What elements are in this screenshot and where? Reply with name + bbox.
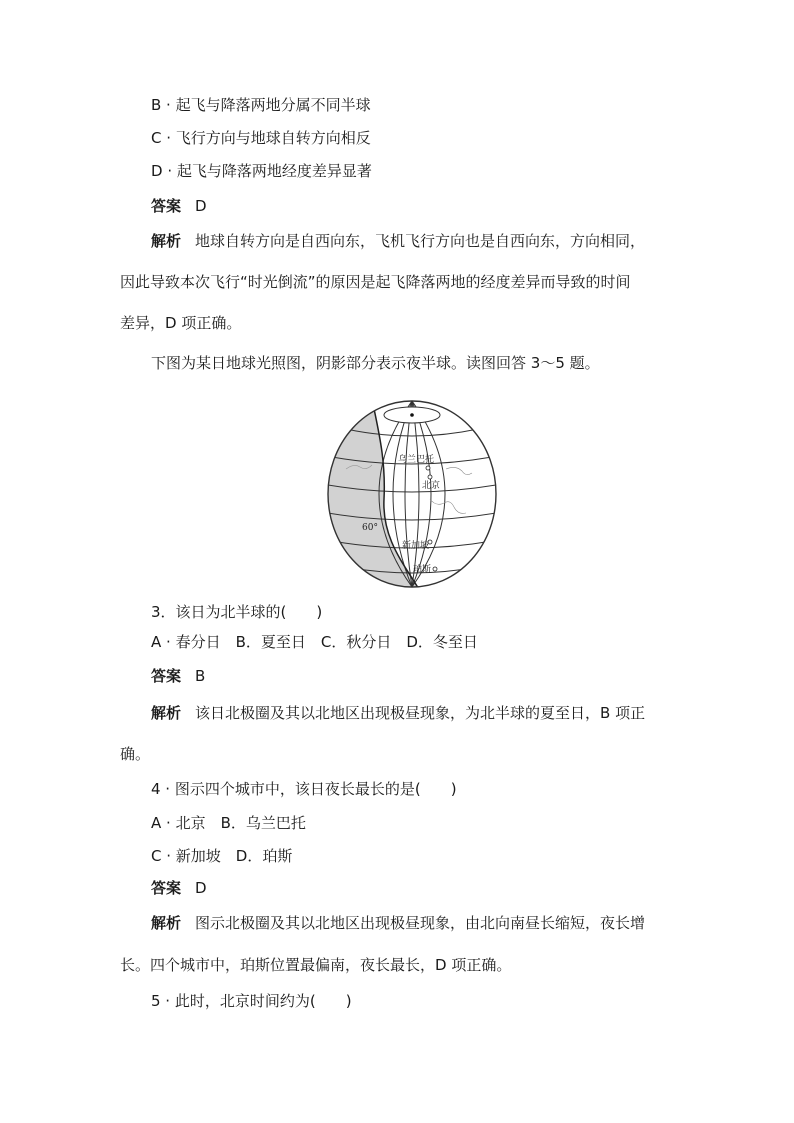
analysis-text: 该日北极圈及其以北地区出现极昼现象，为北半球的夏至日，B 项正: [195, 704, 646, 722]
analysis-text-3: 差异，D 项正确。: [120, 314, 242, 332]
analysis-text: 图示北极圈及其以北地区出现极昼现象，由北向南昼长缩短，夜长增: [195, 914, 646, 932]
q4-analysis-text-2: 长。四个城市中，珀斯位置最偏南，夜长最长，D 项正确。: [120, 956, 512, 974]
option-c: C · 飞行方向与地球自转方向相反: [151, 129, 371, 147]
illumination-globe-figure: [326, 399, 498, 589]
q4-options-cd: C · 新加坡 D．珀斯: [151, 847, 293, 865]
analysis-text-2: 因此导致本次飞行“时光倒流”的原因是起飞降落两地的经度差异而导致的时间: [120, 273, 631, 291]
analysis-label: 解析: [151, 914, 182, 932]
city-label-singapore: 新加坡: [402, 541, 430, 551]
q3-analysis-text-2: 确。: [120, 745, 151, 763]
answer-label: 答案: [151, 667, 182, 685]
north-pole-dot: [410, 413, 414, 417]
answer-value: B: [195, 667, 206, 685]
analysis-text: 地球自转方向是自西向东，飞机飞行方向也是自西向东，方向相同，: [195, 232, 646, 250]
q4-analysis-row: [151, 913, 645, 933]
answer-row: [151, 196, 207, 216]
answer-value: D: [195, 879, 207, 897]
city-dot-ulaanbaatar: [426, 466, 430, 470]
answer-label: 答案: [151, 879, 182, 897]
q4-answer-row: [151, 878, 207, 898]
globe-svg: [326, 399, 498, 589]
q3-analysis-row: [151, 703, 645, 723]
q5-stem: 5 · 此时，北京时间约为( ): [151, 992, 352, 1010]
q3-options: A · 春分日 B．夏至日 C．秋分日 D．冬至日: [151, 633, 478, 651]
city-label-ulaanbaatar: 乌兰巴托: [398, 455, 435, 465]
q3-answer-row: [151, 666, 205, 686]
q4-stem: 4 · 图示四个城市中，该日夜长最长的是( ): [151, 780, 457, 798]
q4-options-ab: A · 北京 B．乌兰巴托: [151, 814, 306, 832]
city-dot-beijing: [428, 475, 432, 479]
analysis-label: 解析: [151, 704, 182, 722]
q3-stem: 3．该日为北半球的( ): [151, 603, 323, 621]
answer-label: 答案: [151, 197, 182, 215]
intro-text: 下图为某日地球光照图，阴影部分表示夜半球。读图回答 3～5 题。: [151, 354, 600, 372]
analysis-label: 解析: [151, 232, 182, 250]
angle-label: 60°: [362, 523, 378, 533]
option-d: D · 起飞与降落两地经度差异显著: [151, 162, 372, 180]
analysis-row: [151, 231, 645, 251]
city-label-beijing: 北京: [422, 481, 441, 491]
city-dot-perth: [433, 567, 437, 571]
option-b: B · 起飞与降落两地分属不同半球: [151, 96, 371, 114]
answer-value: D: [195, 197, 207, 215]
city-label-perth: 珀斯: [413, 565, 432, 575]
